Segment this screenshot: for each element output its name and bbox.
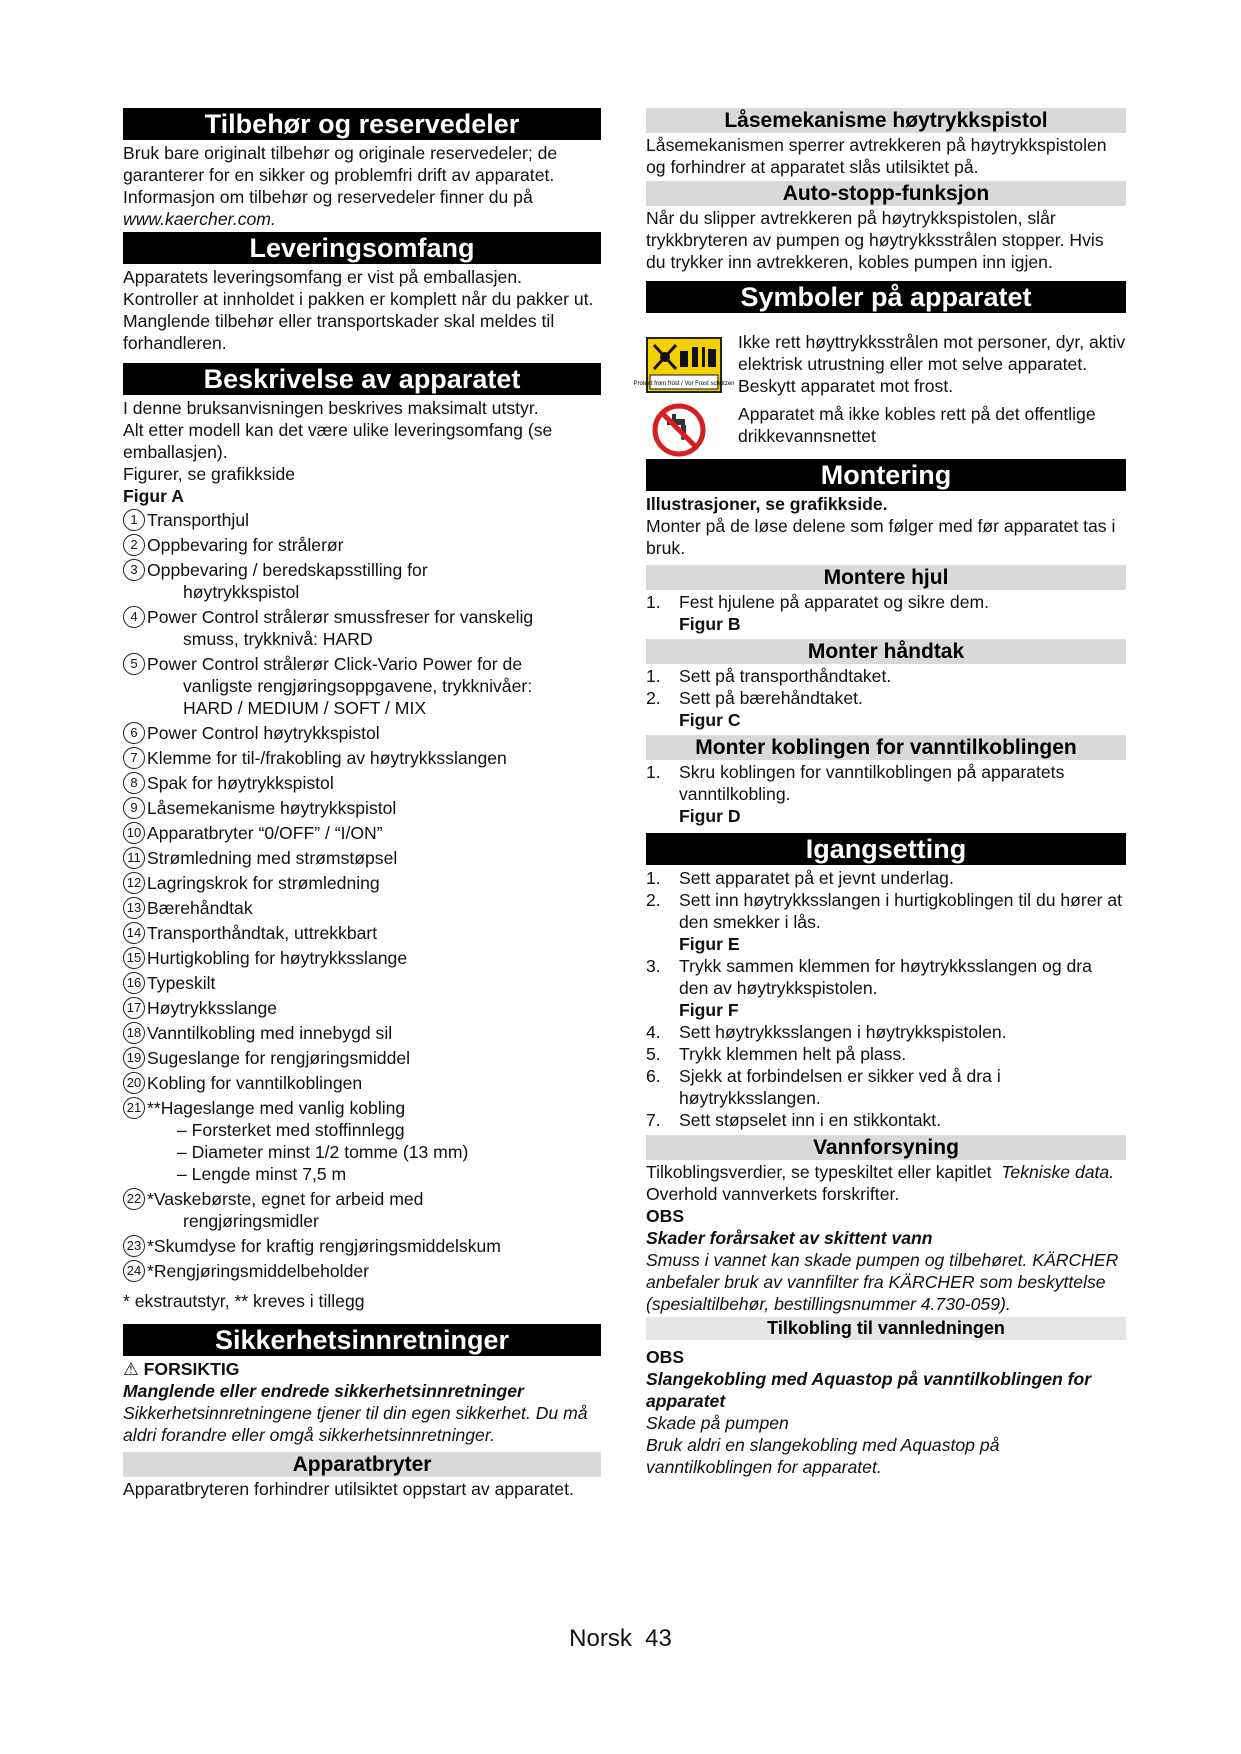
item-text: Oppbevaring / beredskapsstilling for [147, 560, 428, 580]
item-number-badge: 2 [123, 534, 145, 556]
item-text-continued: HARD / MEDIUM / SOFT / MIX [183, 698, 427, 718]
list-item: 6. Sjekk at forbindelsen er sikker ved å dra i høytrykksslangen. [646, 1066, 1001, 1108]
list-item: 2. Sett på bærehåndtaket. [646, 688, 863, 708]
parts-list-item [123, 1235, 601, 1257]
heading-apparatbryter: Apparatbryter [123, 1452, 601, 1477]
item-text: Vanntilkobling med innebygd sil [147, 1023, 393, 1043]
item-text: Apparatbryter “0/OFF” / “I/ON” [147, 823, 383, 843]
notice-text: Skade på pumpen [646, 1413, 789, 1433]
item-text: Hurtigkobling for høytrykksslange [147, 948, 408, 968]
heading-beskrivelse: Beskrivelse av apparatet [123, 363, 601, 395]
item-sub-bullet: – Diameter minst 1/2 tomme (13 mm) [177, 1142, 469, 1162]
list-item: 4. Sett høytrykksslangen i høytrykkspistolen. [646, 1022, 1007, 1042]
parts-list-item [123, 997, 601, 1019]
item-number-badge: 10 [123, 822, 145, 844]
notice-text: Bruk aldri en slangekobling med Aquastop på vanntilkoblingen for apparatet. [646, 1435, 1000, 1477]
symbol-text: Ikke rett høyttrykksstrålen mot personer, dyr, aktiv elektrisk utrustning eller mot selve apparatet. [738, 332, 1126, 374]
item-text: Power Control strålerør smussfreser for vanskelig [147, 607, 534, 627]
frost-label: Protect from frost / Vor Frost schützen [633, 381, 735, 387]
paragraph: Låsemekanismen sperrer avtrekkeren på høytrykkspistolen og forhindrer at apparatet slås utilsiktet på. [646, 135, 1107, 177]
item-number-badge: 3 [123, 559, 145, 581]
heading-montering: Montering [646, 459, 1126, 491]
item-number-badge: 6 [123, 722, 145, 744]
parts-list-item [123, 897, 601, 919]
item-number-badge: 21 [123, 1097, 145, 1119]
item-number-badge: 23 [123, 1235, 145, 1257]
item-text: Transporthjul [147, 510, 250, 530]
paragraph: I denne bruksanvisningen beskrives maksimalt utstyr. [123, 398, 539, 418]
warning-line [123, 1358, 601, 1380]
item-number-badge: 7 [123, 747, 145, 769]
item-text: Lagringskrok for strømledning [147, 873, 380, 893]
notice-label: OBS [646, 1206, 685, 1226]
figure-label: Figur F [679, 1000, 739, 1020]
figure-label: Figur C [679, 710, 741, 730]
notice-label: OBS [646, 1347, 685, 1367]
list-item: 1. Fest hjulene på apparatet og sikre dem. [646, 592, 990, 612]
spray-warning-icon [633, 337, 735, 393]
heading-tilkobling-vannledning: Tilkobling til vannledningen [646, 1317, 1126, 1340]
heading-montere-hjul: Montere hjul [646, 565, 1126, 590]
parts-list-item [123, 972, 601, 994]
symbol-text: Beskytt apparatet mot frost. [738, 376, 954, 396]
item-number-badge: 5 [123, 653, 145, 675]
item-text: Sugeslange for rengjøringsmiddel [147, 1048, 411, 1068]
paragraph: Informasjon om tilbehør og reservedeler finner du på [123, 187, 533, 207]
item-number-badge: 4 [123, 606, 145, 628]
item-number-badge: 20 [123, 1072, 145, 1094]
parts-list-item [123, 722, 601, 744]
parts-list-item [123, 847, 601, 869]
item-number-badge: 1 [123, 509, 145, 531]
paragraph-bold: Illustrasjoner, se grafikkside. [646, 494, 888, 514]
item-text-continued: høytrykkspistol [183, 582, 300, 602]
list-item: 7. Sett støpselet inn i en stikkontakt. [646, 1110, 942, 1130]
item-text: *Skumdyse for kraftig rengjøringsmiddelskum [147, 1236, 501, 1256]
item-text: **Hageslange med vanlig kobling [147, 1098, 406, 1118]
item-text: Klemme for til-/frakobling av høytrykksslangen [147, 748, 507, 768]
parts-list-item [123, 1188, 601, 1232]
warning-title: Manglende eller endrede sikkerhetsinnretninger [123, 1381, 524, 1401]
item-sub-bullet: – Lengde minst 7,5 m [177, 1164, 347, 1184]
heading-leveringsomfang: Leveringsomfang [123, 232, 601, 264]
parts-list [123, 509, 601, 1282]
item-text: Oppbevaring for strålerør [147, 535, 344, 555]
item-text: Låsemekanisme høytrykkspistol [147, 798, 397, 818]
parts-list-item [123, 772, 601, 794]
parts-list-item [123, 747, 601, 769]
item-sub-bullet: – Forsterket med stoffinnlegg [177, 1120, 405, 1140]
figure-label: Figur E [679, 934, 740, 954]
right-column [633, 108, 1126, 1478]
list-item: 1. Sett apparatet på et jevnt underlag. [646, 868, 954, 888]
parts-list-item [123, 1022, 601, 1044]
parts-list-item [123, 1072, 601, 1094]
heading-igangsetting: Igangsetting [646, 833, 1126, 865]
parts-list-item [123, 606, 601, 650]
item-text-continued: rengjøringsmidler [183, 1211, 319, 1231]
item-number-badge: 9 [123, 797, 145, 819]
paragraph: Bruk bare originalt tilbehør og originale reservedeler; de garanterer for en sikker og problemfri drift av apparatet. [123, 143, 558, 185]
parts-list-item [123, 1260, 601, 1282]
paragraph: Overhold vannverkets forskrifter. [646, 1184, 900, 1204]
list-item: 2. Sett inn høytrykksslangen i hurtigkoblingen til du hører at den smekker i lås. [646, 890, 1122, 932]
heading-monter-handtak: Monter håndtak [646, 639, 1126, 664]
item-number-badge: 18 [123, 1022, 145, 1044]
paragraph: Monter på de løse delene som følger med før apparatet tas i bruk. [646, 516, 1116, 558]
item-number-badge: 19 [123, 1047, 145, 1069]
paragraph: Apparatbryteren forhindrer utilsiktet oppstart av apparatet. [123, 1479, 574, 1499]
left-column [123, 108, 601, 1500]
item-text: *Rengjøringsmiddelbeholder [147, 1261, 370, 1281]
item-text: Strømledning med strømstøpsel [147, 848, 398, 868]
parts-list-item [123, 797, 601, 819]
page-number: 43 [645, 1625, 672, 1652]
no-drinking-water-icon [652, 403, 706, 457]
item-text: Bærehåndtak [147, 898, 253, 918]
parts-list-item [123, 534, 601, 556]
paragraph: Alt etter modell kan det være ulike leveringsomfang (se emballasjen). [123, 420, 553, 462]
warning-icon: ⚠ [123, 1359, 139, 1379]
symbol-text: Apparatet må ikke kobles rett på det offentlige drikkevannsnettet [738, 404, 1096, 446]
item-text: Power Control strålerør Click-Vario Power for de [147, 654, 523, 674]
heading-auto-stopp: Auto-stopp-funksjon [646, 181, 1126, 206]
notice-title: Slangekobling med Aquastop på vanntilkoblingen for apparatet [646, 1369, 1092, 1411]
page-footer [0, 1625, 1241, 1653]
parts-list-item [123, 872, 601, 894]
parts-list-item [123, 653, 601, 719]
item-number-badge: 14 [123, 922, 145, 944]
item-text: *Vaskebørste, egnet for arbeid med [147, 1189, 424, 1209]
warning-label: FORSIKTIG [143, 1359, 240, 1379]
item-number-badge: 8 [123, 772, 145, 794]
parts-list-item [123, 509, 601, 531]
list-item: 1. Skru koblingen for vanntilkoblingen på apparatets vanntilkobling. [646, 762, 1065, 804]
notice-title: Skader forårsaket av skittent vann [646, 1228, 933, 1248]
list-item: 5. Trykk klemmen helt på plass. [646, 1044, 907, 1064]
heading-tilbehor: Tilbehør og reservedeler [123, 108, 601, 140]
paragraph: Tilkoblingsverdier, se typeskiltet eller kapitlet Tekniske data. [646, 1162, 1115, 1182]
paragraph: Når du slipper avtrekkeren på høytrykkspistolen, slår trykkbryteren av pumpen og høytrykksstrålen stopper. Hvis du trykker inn avtrekkeren, kobles pumpen inn igjen. [646, 208, 1104, 272]
item-number-badge: 24 [123, 1260, 145, 1282]
item-number-badge: 15 [123, 947, 145, 969]
item-text-continued: vanligste rengjøringsoppgavene, trykknivåer: [183, 676, 533, 696]
item-number-badge: 22 [123, 1188, 145, 1210]
item-text: Typeskilt [147, 973, 216, 993]
item-number-badge: 13 [123, 897, 145, 919]
item-text-continued: smuss, trykknivå: HARD [183, 629, 373, 649]
item-text: Transporthåndtak, uttrekkbart [147, 923, 378, 943]
item-text: Kobling for vanntilkoblingen [147, 1073, 363, 1093]
figure-label: Figur B [679, 614, 741, 634]
parts-list-item [123, 559, 601, 603]
item-number-badge: 11 [123, 847, 145, 869]
list-item: 3. Trykk sammen klemmen for høytrykksslangen og dra den av høytrykkspistolen. [646, 956, 1092, 998]
warning-text: Sikkerhetsinnretningene tjener til din egen sikkerhet. Du må aldri forandre eller omgå sikkerhetsinnretninger. [123, 1403, 588, 1445]
item-text: Power Control høytrykkspistol [147, 723, 380, 743]
heading-lasemekanisme: Låsemekanisme høytrykkspistol [646, 108, 1126, 133]
symbol-row-drinkwater [646, 403, 1126, 447]
parts-list-item [123, 1097, 601, 1185]
figure-label: Figur A [123, 486, 184, 506]
list-item: 1. Sett på transporthåndtaket. [646, 666, 892, 686]
symbol-row-spray [633, 331, 1126, 397]
website-link[interactable]: www.kaercher.com. [123, 209, 276, 229]
parts-list-item [123, 1047, 601, 1069]
item-text: Høytrykksslange [147, 998, 278, 1018]
item-number-badge: 12 [123, 872, 145, 894]
item-number-badge: 17 [123, 997, 145, 1019]
footer-language: Norsk [569, 1625, 632, 1652]
parts-list-item [123, 822, 601, 844]
paragraph: Figurer, se grafikkside [123, 464, 296, 484]
heading-sikkerhet: Sikkerhetsinnretninger [123, 1324, 601, 1356]
parts-list-item [123, 947, 601, 969]
item-text: Spak for høytrykkspistol [147, 773, 334, 793]
paragraph: Apparatets leveringsomfang er vist på emballasjen. Kontroller at innholdet i pakken er komplett når du pakker ut. Manglende tilbehør eller transportskader skal meldes til forhandleren. [123, 267, 594, 353]
heading-monter-kobling: Monter koblingen for vanntilkoblingen [646, 735, 1126, 760]
footnote: * ekstrautstyr, ** kreves i tillegg [123, 1291, 365, 1311]
heading-symboler: Symboler på apparatet [646, 281, 1126, 313]
figure-label: Figur D [679, 806, 741, 826]
notice-text: Smuss i vannet kan skade pumpen og tilbehøret. KÄRCHER anbefaler bruk av vannfilter fra KÄRCHER som beskyttelse (spesialtilbehør, bestillingsnummer 4.730-059). [646, 1250, 1119, 1314]
heading-vannforsyning: Vannforsyning [646, 1135, 1126, 1160]
item-number-badge: 16 [123, 972, 145, 994]
parts-list-item [123, 922, 601, 944]
